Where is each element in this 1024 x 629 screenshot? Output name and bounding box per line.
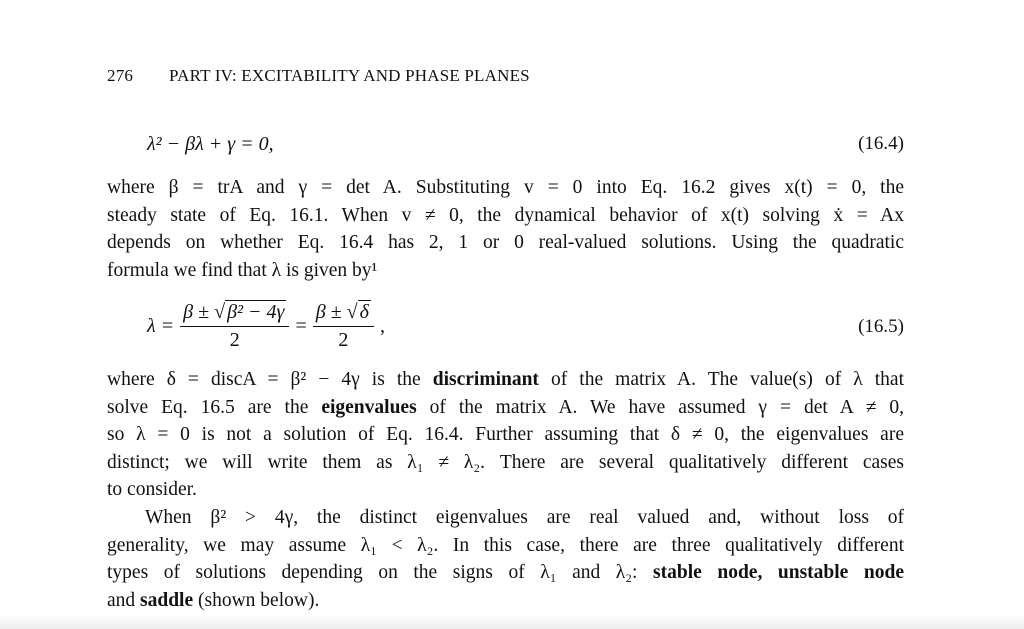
- paragraph-1: [107, 174, 904, 284]
- term-node-types: stable node, unstable node: [653, 562, 904, 584]
- page-number: 276: [107, 66, 134, 85]
- fraction-1-prefix: β ±: [183, 301, 215, 323]
- paragraph-3-line: When β² > 4γ, the distinct eigenvalues are real valued and, without loss of: [145, 507, 904, 528]
- equation-16-4-number: (16.4): [858, 133, 904, 154]
- fraction-1-denominator: 2: [229, 329, 240, 351]
- equation-16-5: [107, 300, 904, 360]
- sqrt-sign: √: [214, 301, 226, 323]
- equation-16-5-trailing: ,: [379, 314, 385, 337]
- fraction-2-numerator: [313, 300, 374, 327]
- text-run: (shown below).: [193, 589, 320, 611]
- term-eigenvalues: eigenvalues: [321, 396, 417, 418]
- equation-16-5-equals: =: [295, 314, 307, 337]
- text-run: of the matrix A. We have assumed γ = det A ≠ 0,: [416, 396, 905, 418]
- fraction-2-denominator: 2: [338, 329, 349, 351]
- paragraph-2-line: distinct; we will write them as λ₁ ≠ λ₂. There are several qualitatively different cases: [107, 451, 904, 473]
- fraction-2-prefix: β ±: [315, 301, 347, 323]
- paragraph-2-line: so λ = 0 is not a solution of Eq. 16.4. Further assuming that δ ≠ 0, the eigenvalues are: [107, 424, 904, 446]
- text-run: types of solutions depending on the signs of λ₁ and λ₂:: [107, 562, 654, 584]
- equation-16-5-body: [147, 300, 385, 352]
- paragraph-2: [107, 366, 904, 504]
- fraction-1-numerator: [180, 300, 289, 327]
- text-run: solve Eq. 16.5 are the: [107, 396, 322, 418]
- fraction-2: [313, 300, 374, 352]
- text-run: where δ = discA = β² − 4γ is the: [107, 369, 433, 390]
- equation-16-5-lhs: λ =: [147, 314, 175, 337]
- paragraph-1-line: where β = trA and γ = det A. Substituting v = 0 into Eq. 16.2 gives x(t) = 0, the: [107, 177, 904, 198]
- paragraph-1-line: steady state of Eq. 16.1. When v ≠ 0, the dynamical behavior of x(t) solving ẋ = Ax: [107, 204, 904, 226]
- fraction-1: [180, 300, 289, 352]
- paragraph-2-line: to consider.: [107, 479, 197, 501]
- paragraph-2-line: [107, 394, 904, 422]
- paragraph-2-line: [107, 366, 904, 394]
- term-discriminant: discriminant: [432, 369, 539, 390]
- paragraph-3-line: [107, 587, 904, 615]
- part-title: PART IV: EXCITABILITY AND PHASE PLANES: [169, 66, 530, 85]
- fraction-1-radicand: β² − 4γ: [227, 301, 285, 323]
- paragraph-3-line: [107, 559, 904, 587]
- text-run: of the matrix A. The value(s) of λ that: [538, 369, 904, 390]
- paragraph-3-line: generality, we may assume λ₁ < λ₂. In this case, there are three qualitatively different: [107, 534, 904, 556]
- page-bottom-shadow: [0, 615, 1024, 629]
- paragraph-1-line: formula we find that λ is given by¹: [107, 259, 378, 281]
- term-saddle: saddle: [140, 589, 194, 611]
- fraction-2-radicand: δ: [359, 301, 369, 323]
- paragraph-3: [107, 504, 904, 614]
- running-head: [107, 66, 530, 86]
- text-run: and: [107, 589, 141, 611]
- paragraph-1-line: depends on whether Eq. 16.4 has 2, 1 or 0 real-valued solutions. Using the quadratic: [107, 232, 904, 254]
- equation-16-5-number: (16.5): [858, 316, 904, 337]
- equation-16-4: [107, 133, 904, 167]
- equation-16-4-body: λ² − βλ + γ = 0,: [147, 133, 274, 155]
- sqrt-sign: √: [346, 301, 358, 323]
